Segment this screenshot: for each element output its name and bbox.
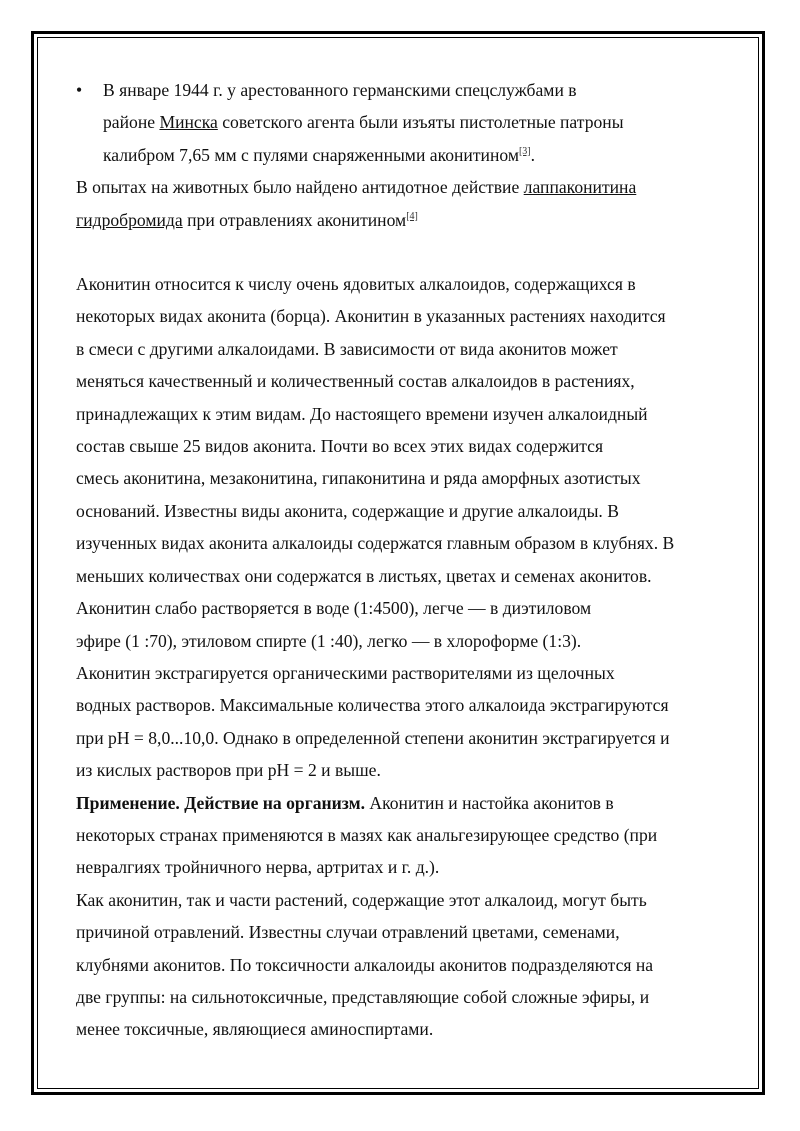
paragraph-line: некоторых видах аконита (борца). Аконитин в указанных растениях находится <box>76 306 666 327</box>
minsk-link[interactable]: Минска <box>159 112 218 133</box>
paragraph-line: меняться качественный и количественный состав алкалоидов в растениях, <box>76 371 635 392</box>
reference-3-link[interactable]: [3] <box>518 145 531 157</box>
paragraph-line: оснований. Известны виды аконита, содержащие и другие алкалоиды. В <box>76 500 619 521</box>
application-paragraph <box>76 787 726 884</box>
paragraph-line: менее токсичные, являющиеся аминоспиртами. <box>76 1019 434 1040</box>
paragraph-line: принадлежащих к этим видам. До настоящего времени изучен алкалоидный <box>76 403 648 424</box>
paragraph-line: Аконитин слабо растворяется в воде (1:4500), легче — в диэтиловом <box>76 598 592 619</box>
aconitine-description-paragraph <box>76 268 726 787</box>
paragraph-line: состав свыше 25 видов аконита. Почти во всех этих видах содержится <box>76 436 604 457</box>
bullet-line-3 <box>103 139 726 171</box>
paragraph-line: Аконитин экстрагируется органическими растворителями из щелочных <box>76 662 615 683</box>
antidote-line-2-text: при отравлениях аконитином <box>182 209 407 230</box>
blank-line <box>76 236 726 268</box>
paragraph-line: в смеси с другими алкалоидами. В зависимости от вида аконитов может <box>76 338 618 359</box>
paragraph-line: при pH = 8,0...10,0. Однако в определенной степени аконитин экстрагируется и <box>76 727 670 748</box>
paragraph-line: изученных видах аконита алкалоиды содержатся главным образом в клубнях. В <box>76 533 675 554</box>
lappaconitine-link-part2[interactable]: гидробромида <box>76 209 183 230</box>
bullet-line-3-end: . <box>530 144 536 165</box>
lappaconitine-link-part1[interactable]: лаппаконитина <box>523 177 637 198</box>
application-line-2: некоторых странах применяются в мазях как анальгезирующее средство (при <box>76 824 658 845</box>
document-body <box>76 74 726 1046</box>
bullet-line-3-text: калибром 7,65 мм с пулями снаряженными аконитином <box>103 144 519 165</box>
bullet-line-2 <box>103 106 726 138</box>
paragraph-line: меньших количествах они содержатся в листьях, цветах и семенах аконитов. <box>76 565 652 586</box>
application-heading: Применение. Действие на организм. <box>76 792 365 813</box>
paragraph-line: клубнями аконитов. По токсичности алкалоиды аконитов подразделяются на <box>76 954 654 975</box>
bullet-line-2-suffix: советского агента были изъяты пистолетные патроны <box>217 112 624 133</box>
bullet-item-minsk <box>76 74 726 171</box>
antidote-line-2 <box>76 204 726 236</box>
bullet-icon: • <box>76 80 83 100</box>
paragraph-line: эфире (1 :70), этиловом спирте (1 :40), легко — в хлороформе (1:3). <box>76 630 582 651</box>
antidote-line-1-text: В опытах на животных было найдено антидотное действие <box>76 177 524 198</box>
paragraph-line: Аконитин относится к числу очень ядовитых алкалоидов, содержащихся в <box>76 274 636 295</box>
bullet-line-2-prefix: районе <box>103 112 160 133</box>
paragraph-line: Как аконитин, так и части растений, содержащие этот алкалоид, могут быть <box>76 889 647 910</box>
paragraph-line: смесь аконитина, мезаконитина, гипаконитина и ряда аморфных азотистых <box>76 468 641 489</box>
paragraph-line: водных растворов. Максимальные количества этого алкалоида экстрагируются <box>76 695 669 716</box>
application-line-3: невралгиях тройничного нерва, артритах и г. д.). <box>76 857 440 878</box>
poisoning-paragraph <box>76 884 726 1046</box>
antidote-line-1 <box>76 171 726 203</box>
paragraph-line: из кислых растворов при pH = 2 и выше. <box>76 760 381 781</box>
paragraph-line: причиной отравлений. Известны случаи отравлений цветами, семенами, <box>76 922 620 943</box>
application-line-1-text: Аконитин и настойка аконитов в <box>364 792 614 813</box>
bullet-line-1: В январе 1944 г. у арестованного германскими спецслужбами в <box>103 80 577 100</box>
application-line-1 <box>76 787 726 819</box>
paragraph-line: две группы: на сильнотоксичные, представляющие собой сложные эфиры, и <box>76 986 650 1007</box>
reference-4-link[interactable]: [4] <box>406 210 418 222</box>
